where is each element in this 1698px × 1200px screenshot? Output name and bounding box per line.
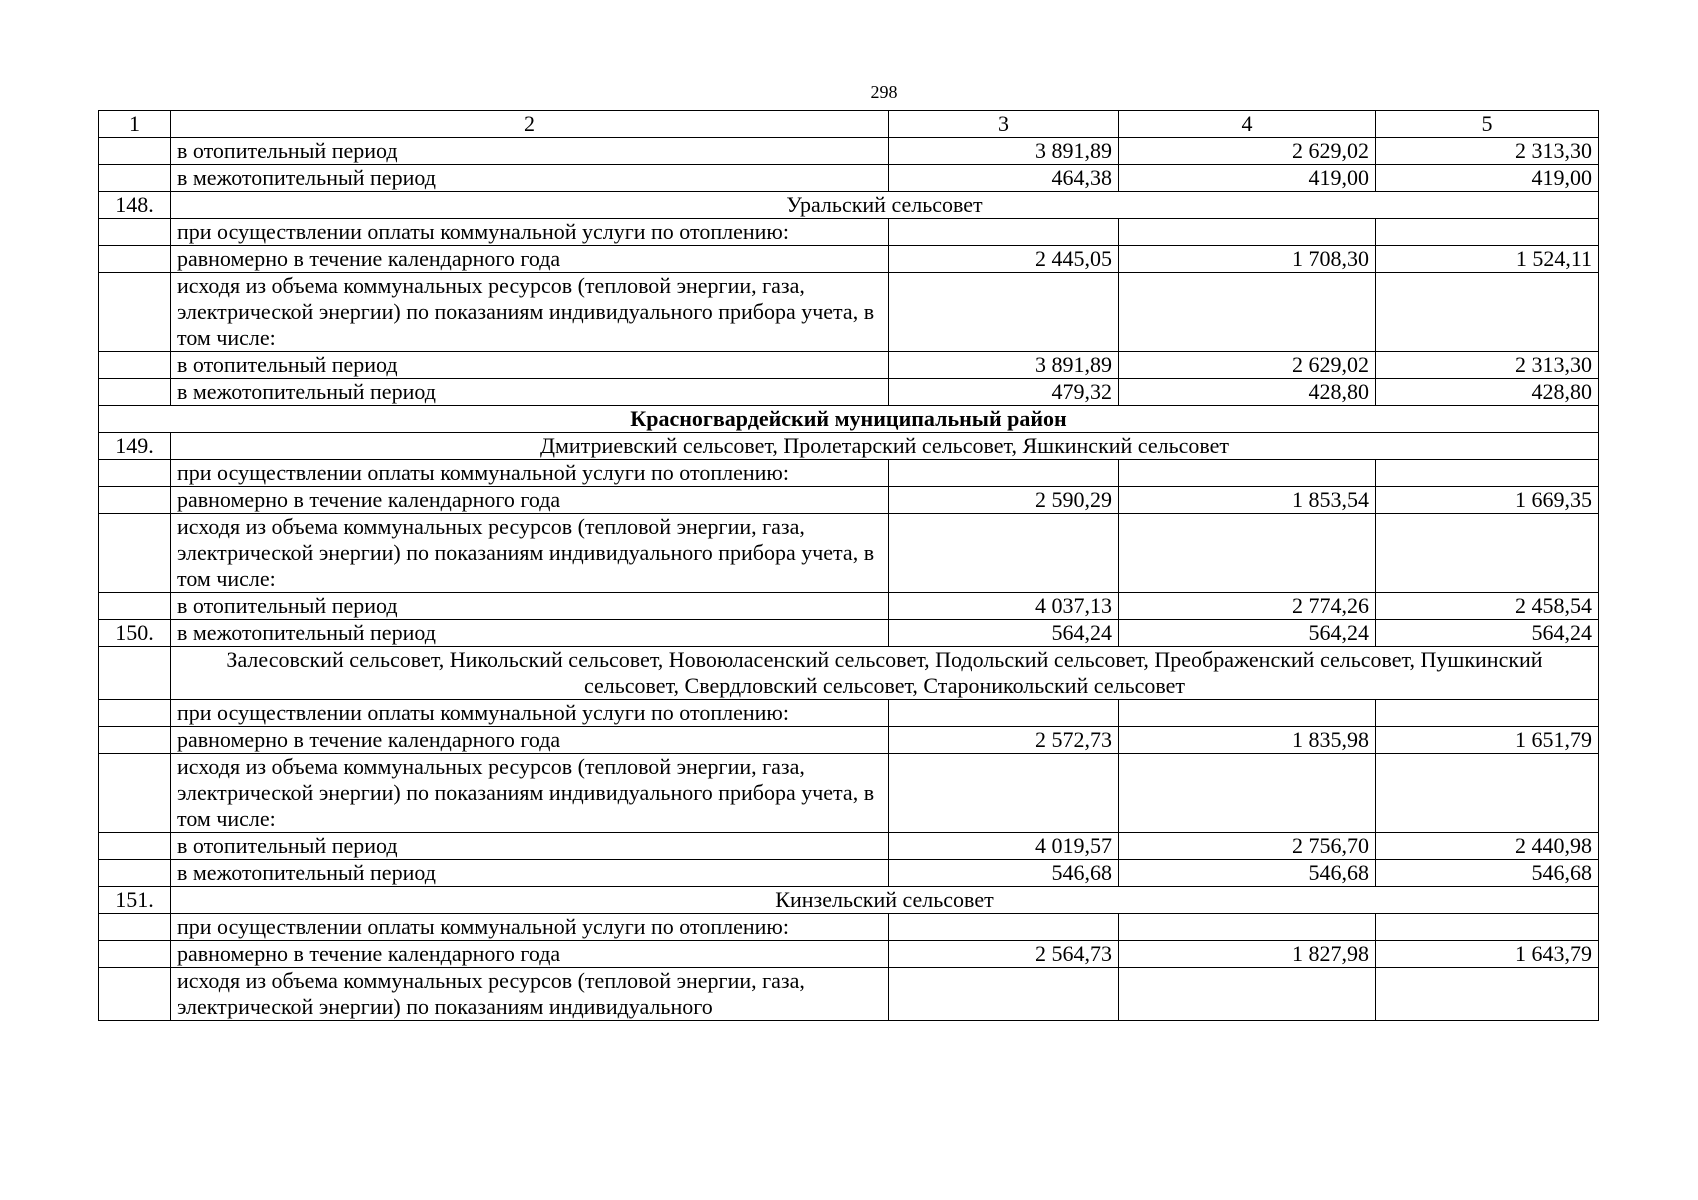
row-label: в отопительный период <box>171 138 889 165</box>
value-col-3: 464,38 <box>889 165 1119 192</box>
row-label: исходя из объема коммунальных ресурсов (тепловой энергии, газа, электрической энергии) по показаниям индивидуального <box>171 968 889 1021</box>
table-row <box>99 379 1599 406</box>
value-col-4: 2 629,02 <box>1119 138 1376 165</box>
section-row <box>99 433 1599 460</box>
table-row <box>99 941 1599 968</box>
table-row <box>99 833 1599 860</box>
table-row <box>99 138 1599 165</box>
value-col-3: 2 445,05 <box>889 246 1119 273</box>
value-col-3 <box>889 219 1119 246</box>
section-title: Залесовский сельсовет, Никольский сельсовет, Новоюласенский сельсовет, Подольский сельсовет, Преображенский сельсовет, Пушкинский сельсовет, Свердловский сельсовет, Староникольский сельсовет <box>171 647 1599 700</box>
value-col-3 <box>889 914 1119 941</box>
value-col-5: 1 651,79 <box>1376 727 1599 754</box>
value-col-5: 2 313,30 <box>1376 352 1599 379</box>
row-label: в межотопительный период <box>171 379 889 406</box>
section-title: Уральский сельсовет <box>171 192 1599 219</box>
value-col-5 <box>1376 968 1599 1021</box>
row-number: 148. <box>99 192 171 219</box>
value-col-4: 419,00 <box>1119 165 1376 192</box>
value-col-4: 2 756,70 <box>1119 833 1376 860</box>
district-row <box>99 406 1599 433</box>
table-row <box>99 219 1599 246</box>
row-number <box>99 914 171 941</box>
value-col-4 <box>1119 754 1376 833</box>
row-number <box>99 273 171 352</box>
value-col-4: 546,68 <box>1119 860 1376 887</box>
value-col-3: 564,24 <box>889 620 1119 647</box>
table-row <box>99 914 1599 941</box>
section-row <box>99 647 1599 700</box>
table-row <box>99 968 1599 1021</box>
value-col-3 <box>889 700 1119 727</box>
table-row <box>99 700 1599 727</box>
row-number <box>99 246 171 273</box>
header-col-1: 1 <box>99 111 171 138</box>
row-label: равномерно в течение календарного года <box>171 941 889 968</box>
row-number <box>99 968 171 1021</box>
section-title: Кинзельский сельсовет <box>171 887 1599 914</box>
row-number: 149. <box>99 433 171 460</box>
row-number: 151. <box>99 887 171 914</box>
value-col-4 <box>1119 273 1376 352</box>
row-number <box>99 700 171 727</box>
value-col-5: 546,68 <box>1376 860 1599 887</box>
value-col-4 <box>1119 514 1376 593</box>
value-col-4: 1 708,30 <box>1119 246 1376 273</box>
value-col-5 <box>1376 914 1599 941</box>
value-col-5 <box>1376 754 1599 833</box>
value-col-4: 2 629,02 <box>1119 352 1376 379</box>
value-col-4: 428,80 <box>1119 379 1376 406</box>
row-label: равномерно в течение календарного года <box>171 487 889 514</box>
value-col-5: 1 524,11 <box>1376 246 1599 273</box>
value-col-5: 1 669,35 <box>1376 487 1599 514</box>
value-col-4: 1 853,54 <box>1119 487 1376 514</box>
value-col-3: 4 019,57 <box>889 833 1119 860</box>
value-col-4 <box>1119 914 1376 941</box>
value-col-3 <box>889 460 1119 487</box>
row-number <box>99 593 171 620</box>
row-label: при осуществлении оплаты коммунальной услуги по отоплению: <box>171 700 889 727</box>
row-label: в отопительный период <box>171 833 889 860</box>
value-col-4: 1 835,98 <box>1119 727 1376 754</box>
row-label: исходя из объема коммунальных ресурсов (тепловой энергии, газа, электрической энергии) по показаниям индивидуального прибора учета, в том числе: <box>171 514 889 593</box>
row-number <box>99 460 171 487</box>
value-col-3: 546,68 <box>889 860 1119 887</box>
table-row <box>99 860 1599 887</box>
table-row <box>99 460 1599 487</box>
value-col-3: 3 891,89 <box>889 138 1119 165</box>
table-row <box>99 727 1599 754</box>
value-col-3 <box>889 514 1119 593</box>
table-header-row <box>99 111 1599 138</box>
value-col-3: 2 590,29 <box>889 487 1119 514</box>
page-number: 298 <box>870 82 898 102</box>
value-col-5 <box>1376 219 1599 246</box>
tariff-table <box>98 110 1599 1021</box>
value-col-3: 3 891,89 <box>889 352 1119 379</box>
row-number <box>99 860 171 887</box>
value-col-3: 2 572,73 <box>889 727 1119 754</box>
row-label: в отопительный период <box>171 593 889 620</box>
row-number <box>99 941 171 968</box>
value-col-5: 2 458,54 <box>1376 593 1599 620</box>
header-col-5: 5 <box>1376 111 1599 138</box>
value-col-5 <box>1376 460 1599 487</box>
value-col-3: 2 564,73 <box>889 941 1119 968</box>
row-label: исходя из объема коммунальных ресурсов (тепловой энергии, газа, электрической энергии) по показаниям индивидуального прибора учета, в том числе: <box>171 754 889 833</box>
value-col-4 <box>1119 700 1376 727</box>
row-number <box>99 514 171 593</box>
value-col-3: 4 037,13 <box>889 593 1119 620</box>
value-col-4 <box>1119 968 1376 1021</box>
row-label: при осуществлении оплаты коммунальной услуги по отоплению: <box>171 914 889 941</box>
row-number <box>99 754 171 833</box>
row-number <box>99 352 171 379</box>
row-label: равномерно в течение календарного года <box>171 727 889 754</box>
table-row <box>99 352 1599 379</box>
table-row <box>99 246 1599 273</box>
value-col-4: 1 827,98 <box>1119 941 1376 968</box>
value-col-3: 479,32 <box>889 379 1119 406</box>
value-col-3 <box>889 754 1119 833</box>
value-col-5: 419,00 <box>1376 165 1599 192</box>
row-number <box>99 219 171 246</box>
table-row <box>99 593 1599 620</box>
row-number <box>99 379 171 406</box>
header-col-3: 3 <box>889 111 1119 138</box>
value-col-5 <box>1376 514 1599 593</box>
row-label: в межотопительный период <box>171 165 889 192</box>
row-number <box>99 833 171 860</box>
value-col-3 <box>889 968 1119 1021</box>
table-row <box>99 754 1599 833</box>
header-col-4: 4 <box>1119 111 1376 138</box>
value-col-5: 2 440,98 <box>1376 833 1599 860</box>
table-row <box>99 514 1599 593</box>
district-title: Красногвардейский муниципальный район <box>99 406 1599 433</box>
table-row <box>99 165 1599 192</box>
value-col-5 <box>1376 273 1599 352</box>
value-col-5: 564,24 <box>1376 620 1599 647</box>
value-col-4 <box>1119 219 1376 246</box>
row-label: равномерно в течение календарного года <box>171 246 889 273</box>
row-label: исходя из объема коммунальных ресурсов (тепловой энергии, газа, электрической энергии) по показаниям индивидуального прибора учета, в том числе: <box>171 273 889 352</box>
row-label: в отопительный период <box>171 352 889 379</box>
row-label: в межотопительный период <box>171 620 889 647</box>
row-number: 150. <box>99 620 171 647</box>
section-row <box>99 192 1599 219</box>
row-label: при осуществлении оплаты коммунальной услуги по отоплению: <box>171 460 889 487</box>
table-row <box>99 273 1599 352</box>
value-col-4 <box>1119 460 1376 487</box>
value-col-4: 564,24 <box>1119 620 1376 647</box>
value-col-5: 2 313,30 <box>1376 138 1599 165</box>
row-number <box>99 165 171 192</box>
section-title: Дмитриевский сельсовет, Пролетарский сельсовет, Яшкинский сельсовет <box>171 433 1599 460</box>
table-body <box>99 111 1599 1021</box>
table-row <box>99 620 1599 647</box>
section-row <box>99 887 1599 914</box>
row-number <box>99 647 171 700</box>
value-col-5 <box>1376 700 1599 727</box>
table-row <box>99 487 1599 514</box>
row-label: в межотопительный период <box>171 860 889 887</box>
row-number <box>99 138 171 165</box>
value-col-3 <box>889 273 1119 352</box>
value-col-4: 2 774,26 <box>1119 593 1376 620</box>
value-col-5: 1 643,79 <box>1376 941 1599 968</box>
value-col-5: 428,80 <box>1376 379 1599 406</box>
row-number <box>99 727 171 754</box>
header-col-2: 2 <box>171 111 889 138</box>
row-label: при осуществлении оплаты коммунальной услуги по отоплению: <box>171 219 889 246</box>
row-number <box>99 487 171 514</box>
